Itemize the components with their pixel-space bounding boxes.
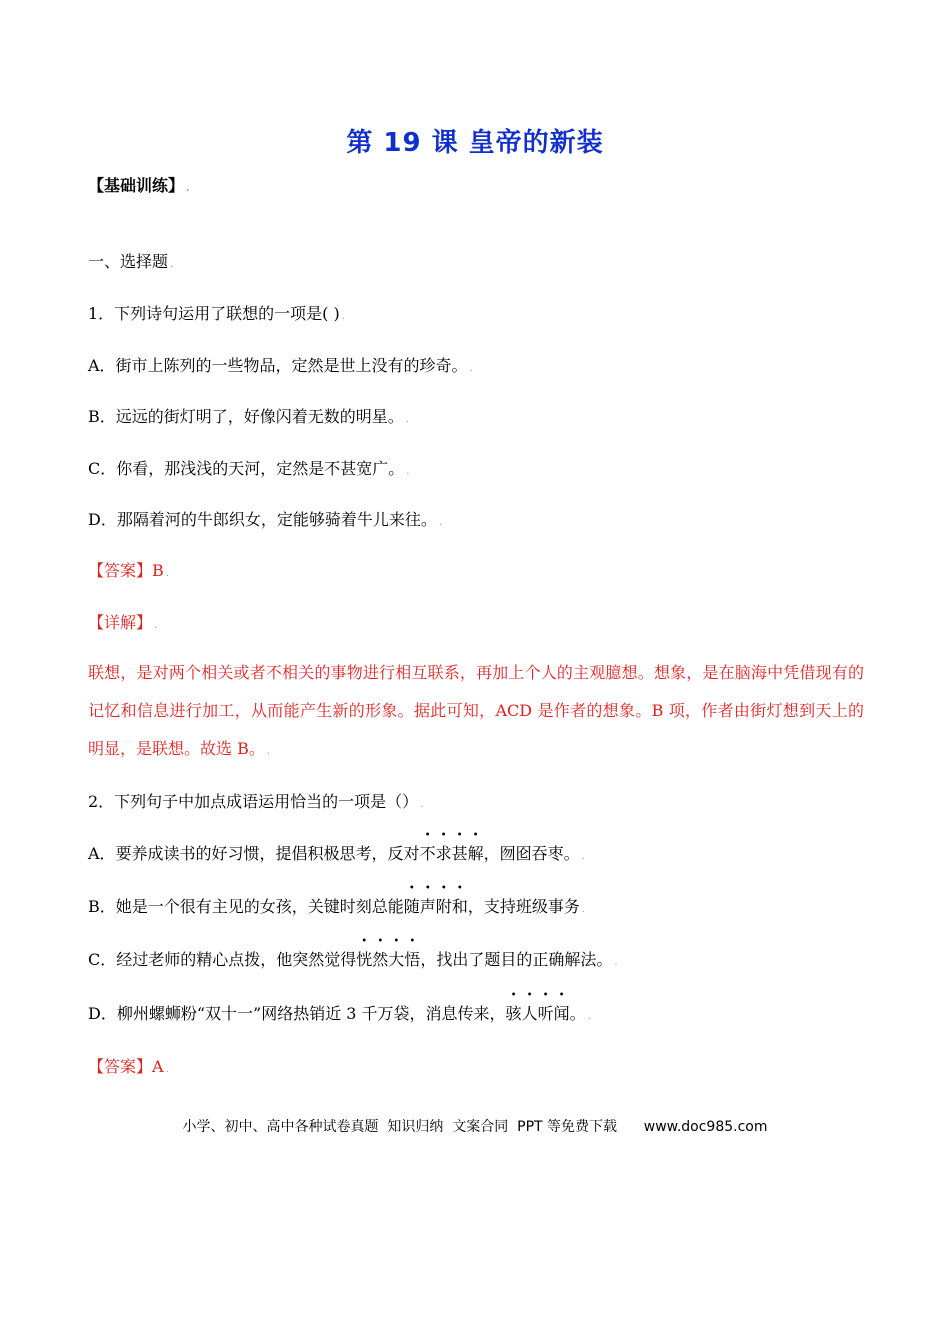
question-2-stem: 2．下列句子中加点成语运用恰当的一项是（） . [88, 792, 424, 811]
section-header: 【基础训练】 . [88, 176, 190, 195]
q2-option-b: B．她是一个很有主见的女孩，关键时刻总能随声附和，支持班级事务 . [88, 897, 586, 916]
q1-option-d: D．那隔着河的牛郎织女，定能够骑着牛儿来往。 . [88, 510, 443, 529]
q1-option-c: C．你看，那浅浅的天河，定然是不甚宽广。 . [88, 459, 410, 478]
q1-answer: 【答案】B . [88, 561, 169, 580]
footer-text: 小学、初中、高中各种试卷真题 知识归纳 文案合同 PPT 等免费下载 [182, 1119, 618, 1135]
q1-option-b: B．远远的街灯明了，好像闪着无数的明星。 . [88, 407, 409, 426]
footer-url[interactable]: www.doc985.com [643, 1119, 768, 1135]
page-footer [0, 1116, 950, 1136]
part-title: 一、选择题 . [88, 252, 174, 271]
q2-option-a: A．要养成读书的好习惯，提倡积极思考，反对不求甚解，囫囵吞枣。 . [88, 844, 585, 863]
q1-option-a: A．街市上陈列的一些物品，定然是世上没有的珍奇。 . [88, 356, 473, 375]
question-1-stem: 1．下列诗句运用了联想的一项是( ) . [88, 304, 345, 323]
q1-explanation: 联想，是对两个相关或者不相关的事物进行相互联系，再加上个人的主观臆想。想象，是在脑海中凭借现有的记忆和信息进行加工，从而能产生新的形象。据此可知，ACD 是作者的想象。B 项，作者由街灯想到天上的明显，是联想。故选 B。 . [88, 663, 864, 758]
q2-option-d: D．柳州螺蛳粉“双十一”网络热销近 3 千万袋，消息传来，骇人听闻。 . [88, 1004, 591, 1023]
q2-answer: 【答案】A . [88, 1057, 169, 1076]
q1-explain-label: 【详解】 . [88, 613, 158, 632]
page-title: 第 19 课 皇帝的新装 [346, 128, 604, 158]
q2-option-c: C．经过老师的精心点拨，他突然觉得恍然大悟，找出了题目的正确解法。 . [88, 950, 618, 969]
